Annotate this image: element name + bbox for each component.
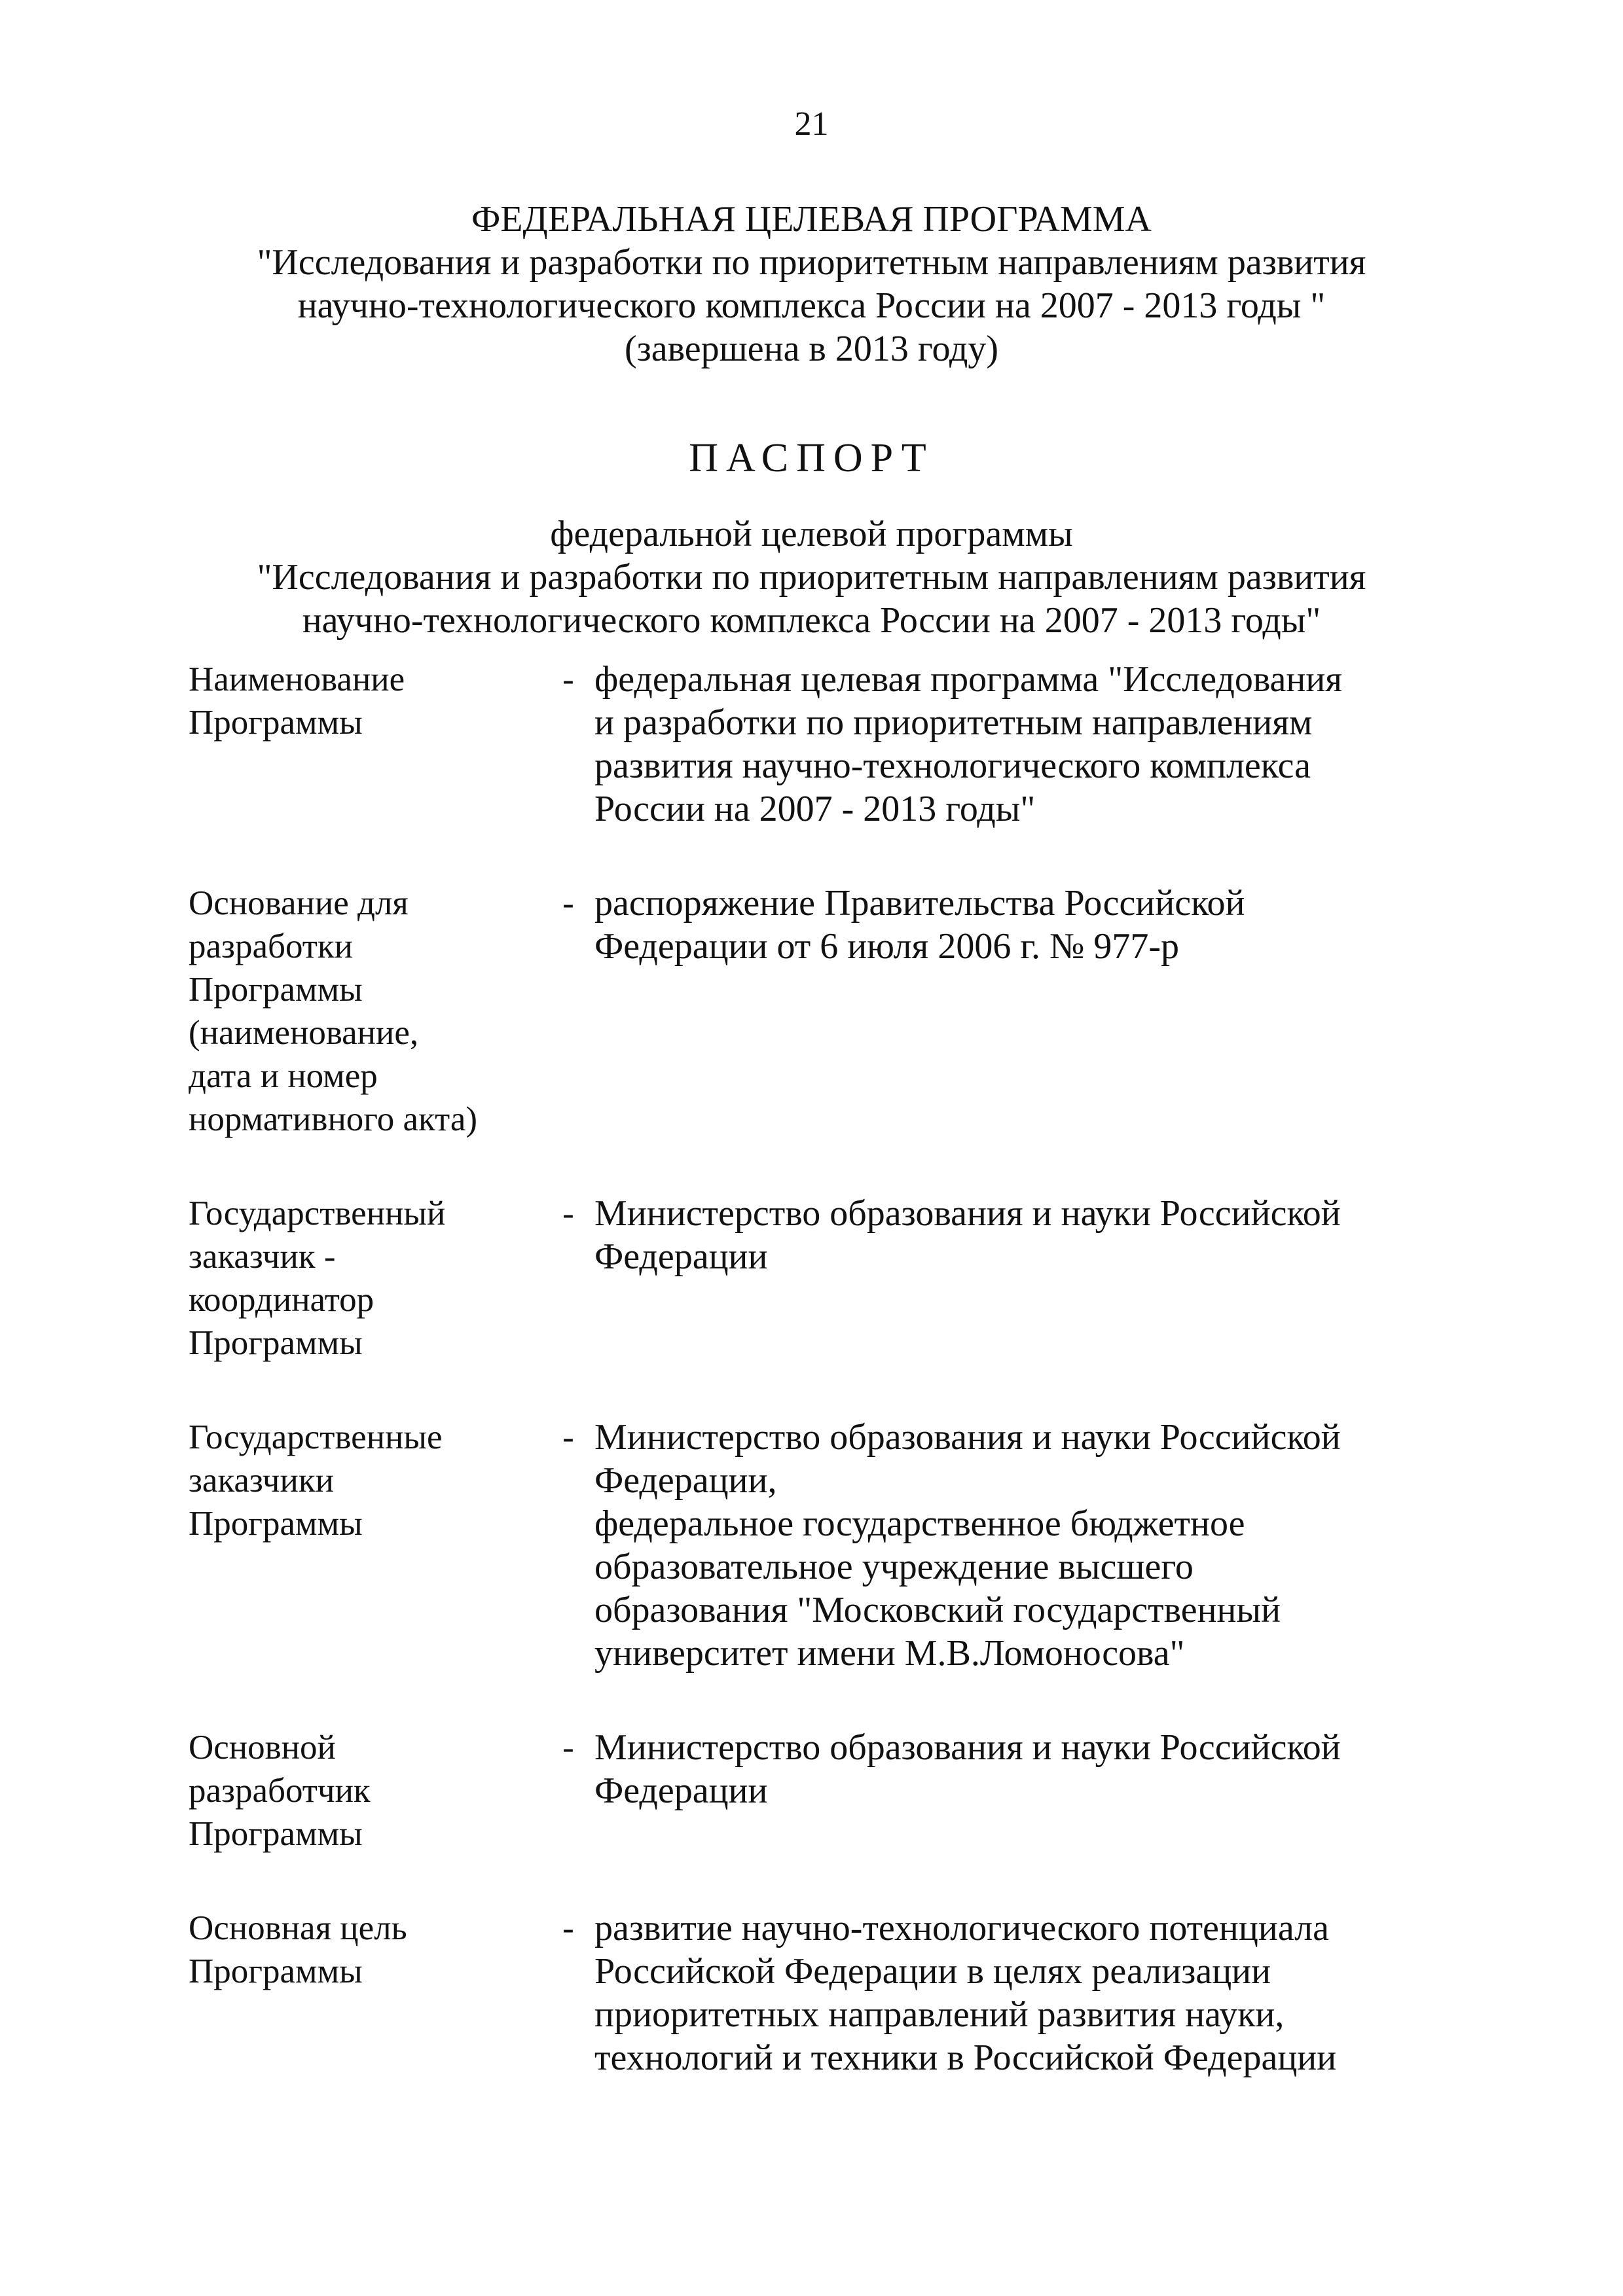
row-value bbox=[594, 1726, 1419, 1812]
row-label-line: Программы bbox=[189, 971, 363, 1009]
row-value bbox=[594, 882, 1419, 968]
row-label-line: заказчик - bbox=[189, 1238, 336, 1276]
passport-row-basis bbox=[189, 882, 1419, 1141]
row-label bbox=[189, 1907, 542, 1993]
program-heading bbox=[0, 198, 1623, 370]
row-value-line: образования "Московский государственный bbox=[594, 1590, 1281, 1630]
passport-row-name bbox=[189, 658, 1419, 831]
row-value-line: Федерации bbox=[594, 1770, 768, 1811]
row-value-line: Российской Федерации в целях реализации bbox=[594, 1951, 1271, 1992]
row-value bbox=[594, 1192, 1419, 1278]
row-label bbox=[189, 1416, 542, 1545]
row-label-line: разработчик bbox=[189, 1772, 371, 1810]
row-label-line: разработки bbox=[189, 927, 354, 965]
row-value-line: распоряжение Правительства Российской bbox=[594, 883, 1245, 924]
row-label-line: заказчики bbox=[189, 1462, 334, 1499]
row-label-line: (наименование, bbox=[189, 1014, 419, 1052]
page-number: 21 bbox=[794, 105, 829, 143]
row-value-line: Федерации bbox=[594, 1236, 768, 1277]
row-label bbox=[189, 658, 542, 744]
program-title: ФЕДЕРАЛЬНАЯ ЦЕЛЕВАЯ ПРОГРАММА bbox=[471, 199, 1152, 240]
passport-heading bbox=[0, 435, 1623, 642]
program-subtitle-line: (завершена в 2013 году) bbox=[625, 329, 998, 369]
row-label-line: Основание для bbox=[189, 884, 409, 922]
row-value-line: приоритетных направлений развития науки, bbox=[594, 1994, 1285, 2035]
passport-table bbox=[189, 658, 1419, 2079]
row-separator: - bbox=[562, 660, 574, 698]
row-value-line: университет имени М.В.Ломоносова" bbox=[594, 1633, 1185, 1674]
row-separator: - bbox=[562, 1909, 574, 1947]
row-value-line: развития научно-технологического комплекса bbox=[594, 745, 1311, 786]
program-subtitle-line: научно-технологического комплекса России на 2007 - 2013 годы " bbox=[297, 285, 1326, 326]
row-value bbox=[594, 1907, 1419, 2079]
row-value-line: Федерации от 6 июля 2006 г. № 977-р bbox=[594, 926, 1180, 967]
row-value-line: федеральная целевая программа "Исследования bbox=[594, 659, 1343, 700]
passport-row-customers bbox=[189, 1416, 1419, 1675]
row-label-line: Программы bbox=[189, 704, 363, 742]
row-label bbox=[189, 1726, 542, 1856]
row-label-line: нормативного акта) bbox=[189, 1100, 478, 1138]
passport-title: ПАСПОРТ bbox=[689, 436, 934, 480]
row-label-line: Программы bbox=[189, 1952, 363, 1990]
row-label-line: Основная цель bbox=[189, 1909, 407, 1947]
row-label-line: Наименование bbox=[189, 660, 405, 698]
row-label-line: Основной bbox=[189, 1729, 336, 1767]
row-value-line: образовательное учреждение высшего bbox=[594, 1547, 1194, 1587]
row-label-line: Программы bbox=[189, 1815, 363, 1853]
row-separator: - bbox=[562, 884, 574, 922]
row-label-line: Программы bbox=[189, 1324, 363, 1362]
row-value-line: Федерации, bbox=[594, 1460, 777, 1501]
row-value-line: федеральное государственное бюджетное bbox=[594, 1503, 1245, 1544]
row-value-line: Министерство образования и науки Российской bbox=[594, 1417, 1341, 1458]
passport-row-developer bbox=[189, 1726, 1419, 1856]
row-value-line: Министерство образования и науки Российской bbox=[594, 1193, 1341, 1234]
passport-subtitle-line: федеральной целевой программы bbox=[550, 514, 1073, 554]
row-value bbox=[594, 658, 1419, 831]
row-label-line: Государственные bbox=[189, 1418, 443, 1456]
passport-row-coordinator bbox=[189, 1192, 1419, 1365]
row-separator: - bbox=[562, 1418, 574, 1456]
passport-row-goal bbox=[189, 1907, 1419, 2079]
row-label-line: Программы bbox=[189, 1505, 363, 1543]
passport-subtitle-line: научно-технологического комплекса России на 2007 - 2013 годы" bbox=[302, 600, 1321, 641]
passport-subtitle-line: "Исследования и разработки по приоритетным направлениям развития bbox=[257, 557, 1366, 598]
program-subtitle-line: "Исследования и разработки по приоритетным направлениям развития bbox=[257, 242, 1366, 283]
row-label-line: координатор bbox=[189, 1281, 374, 1319]
row-value-line: России на 2007 - 2013 годы" bbox=[594, 789, 1036, 829]
row-label-line: Государственный bbox=[189, 1194, 446, 1232]
row-value bbox=[594, 1416, 1419, 1675]
row-separator: - bbox=[562, 1729, 574, 1767]
row-value-line: технологий и техники в Российской Федерации bbox=[594, 2037, 1337, 2078]
row-value-line: развитие научно-технологического потенциала bbox=[594, 1908, 1329, 1948]
row-label bbox=[189, 882, 542, 1141]
row-value-line: Министерство образования и науки Российской bbox=[594, 1727, 1341, 1768]
row-value-line: и разработки по приоритетным направлениям bbox=[594, 702, 1313, 743]
row-separator: - bbox=[562, 1194, 574, 1232]
row-label bbox=[189, 1192, 542, 1365]
row-label-line: дата и номер bbox=[189, 1057, 378, 1095]
